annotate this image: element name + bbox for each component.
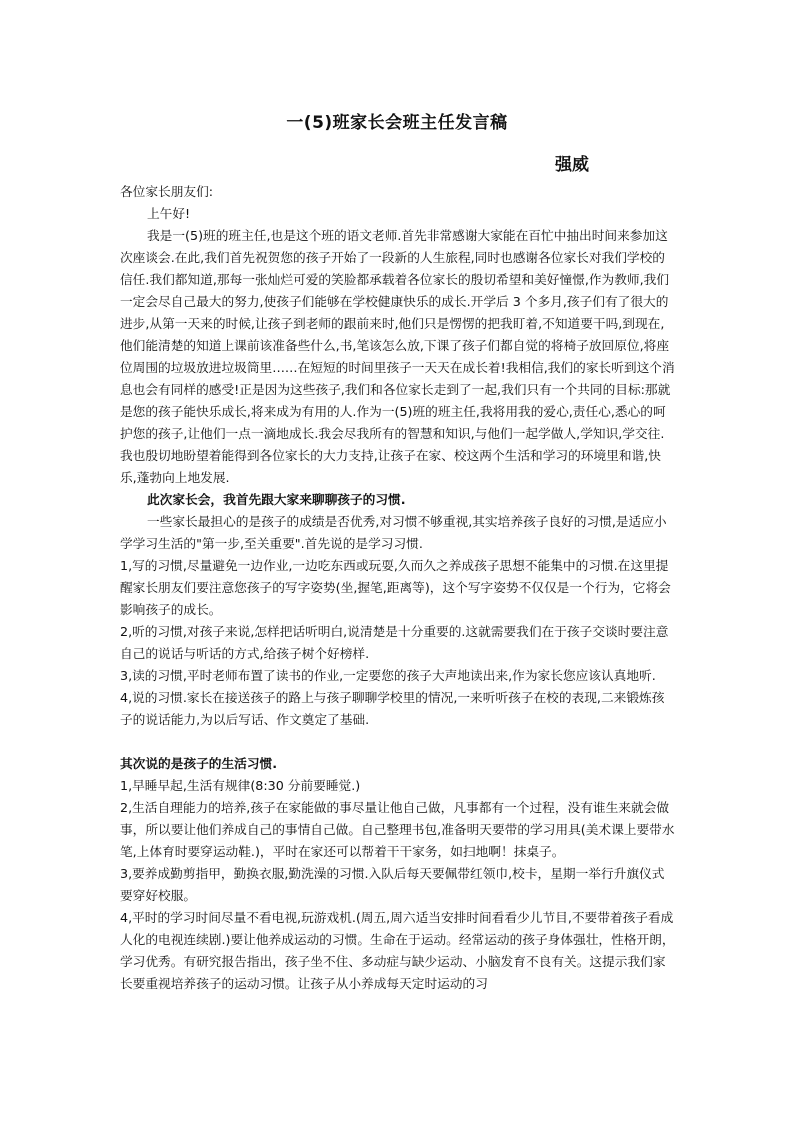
study-habit-item: 1,写的习惯,尽量避免一边作业,一边吃东西或玩耍,久而久之养成孩子思想不能集中的习惯.在这里提醒家长朋友们要注意您孩子的写字姿势(坐,握笔,距离等)，这个写字姿势不仅仅是一个行为，它将会影响孩子的成长。 xyxy=(120,558,671,617)
section-heading-habits: 此次家长会，我首先跟大家来聊聊孩子的习惯. xyxy=(147,492,406,507)
author-name: 强威 xyxy=(555,155,589,175)
study-habit-item: 2,听的习惯,对孩子来说,怎样把话听明白,说清楚是十分重要的.这就需要我们在于孩子交谈时要注意自己的说话与听话的方式,给孩子树个好榜样. xyxy=(120,624,669,661)
life-habit-item: 3,要养成勤剪指甲，勤换衣服,勤洗澡的习惯.入队后每天要佩带红领巾,校卡，星期一举行升旗仪式要穿好校服。 xyxy=(120,866,665,903)
salutation: 各位家长朋友们: xyxy=(120,184,214,199)
study-habit-item: 3,读的习惯,平时老师布置了读书的作业,一定要您的孩子大声地读出来,作为家长您应该认真地听. xyxy=(120,668,656,683)
life-habit-item: 2,生活自理能力的培养,孩子在家能做的事尽量让他自己做，凡事都有一个过程，没有谁生来就会做事，所以要让他们养成自己的事情自己做。自己整理书包,准备明天要带的学习用具(美术课上要带水笔,上体育时要穿运动鞋.)，平时在家还可以帮着干干家务，如扫地啊！抹桌子。 xyxy=(120,800,675,859)
intro-paragraph: 我是一(5)班的班主任,也是这个班的语文老师.首先非常感谢大家能在百忙中抽出时间来参加这次座谈会.在此,我们首先祝贺您的孩子开始了一段新的人生旅程,同时也感谢各位家长对我们学校的信任.我们都知道,那每一张灿烂可爱的笑脸都承载着各位家长的殷切希望和美好憧憬,作为教师,我们一定会尽自己最大的努力,使孩子们能够在学校健康快乐的成长.开学后 3 个多月,孩子们有了很大的进步,从第一天来的时候,让孩子到老师的跟前来时,他们只是愣愣的把我盯着,不知道要干吗,到现在,他们能清楚的知道上课前该准备些什么,书,笔该怎么放,下课了孩子们都自觉的将椅子放回原位,将座位周围的垃圾放进垃圾筒里……在短短的时间里孩子一天天在成长着!我相信,我们的家长听到这个消息也会有同样的感受!正是因为这些孩子,我们和各位家长走到了一起,我们只有一个共同的目标:那就是您的孩子能快乐成长,将来成为有用的人.作为一(5)班的班主任,我将用我的爱心,责任心,悉心的呵护您的孩子,让他们一点一滴地成长.我会尽我所有的智慧和知识,与他们一起学做人,学知识,学交往.我也殷切地盼望着能得到各位家长的大力支持,让孩子在家、校这两个生活和学习的环境里和谐,快乐,蓬勃向上地发展. xyxy=(120,228,675,485)
section-intro-paragraph: 一些家长最担心的是孩子的成绩是否优秀,对习惯不够重视,其实培养孩子良好的习惯,是适应小学学习生活的"第一步,至关重要".首先说的是学习习惯. xyxy=(120,514,667,551)
life-habit-item: 4,平时的学习时间尽量不看电视,玩游戏机.(周五,周六适当安排时间看看少儿节目,不要带着孩子看成人化的电视连续剧.)要让他养成运动的习惯。生命在于运动。经常运动的孩子身体强壮，性格开朗，学习优秀。有研究报告指出，孩子坐不住、多动症与缺少运动、小脑发育不良有关。这提示我们家长要重视培养孩子的运动习惯。让孩子从小养成每天定时运动的习 xyxy=(120,910,675,991)
life-habit-item: 1,早睡早起,生活有规律(8:30 分前要睡觉.) xyxy=(120,778,361,793)
section-heading-life-habits: 其次说的是孩子的生活习惯. xyxy=(120,756,278,771)
document-body xyxy=(120,181,675,995)
paragraph-gap xyxy=(120,731,675,753)
greeting: 上午好! xyxy=(147,206,191,221)
study-habit-item: 4,说的习惯.家长在接送孩子的路上与孩子聊聊学校里的情况,一来听听孩子在校的表现,二来锻炼孩子的说话能力,为以后写话、作文奠定了基础. xyxy=(120,690,665,727)
document-title: 一(5)班家长会班主任发言稿 xyxy=(286,113,508,133)
